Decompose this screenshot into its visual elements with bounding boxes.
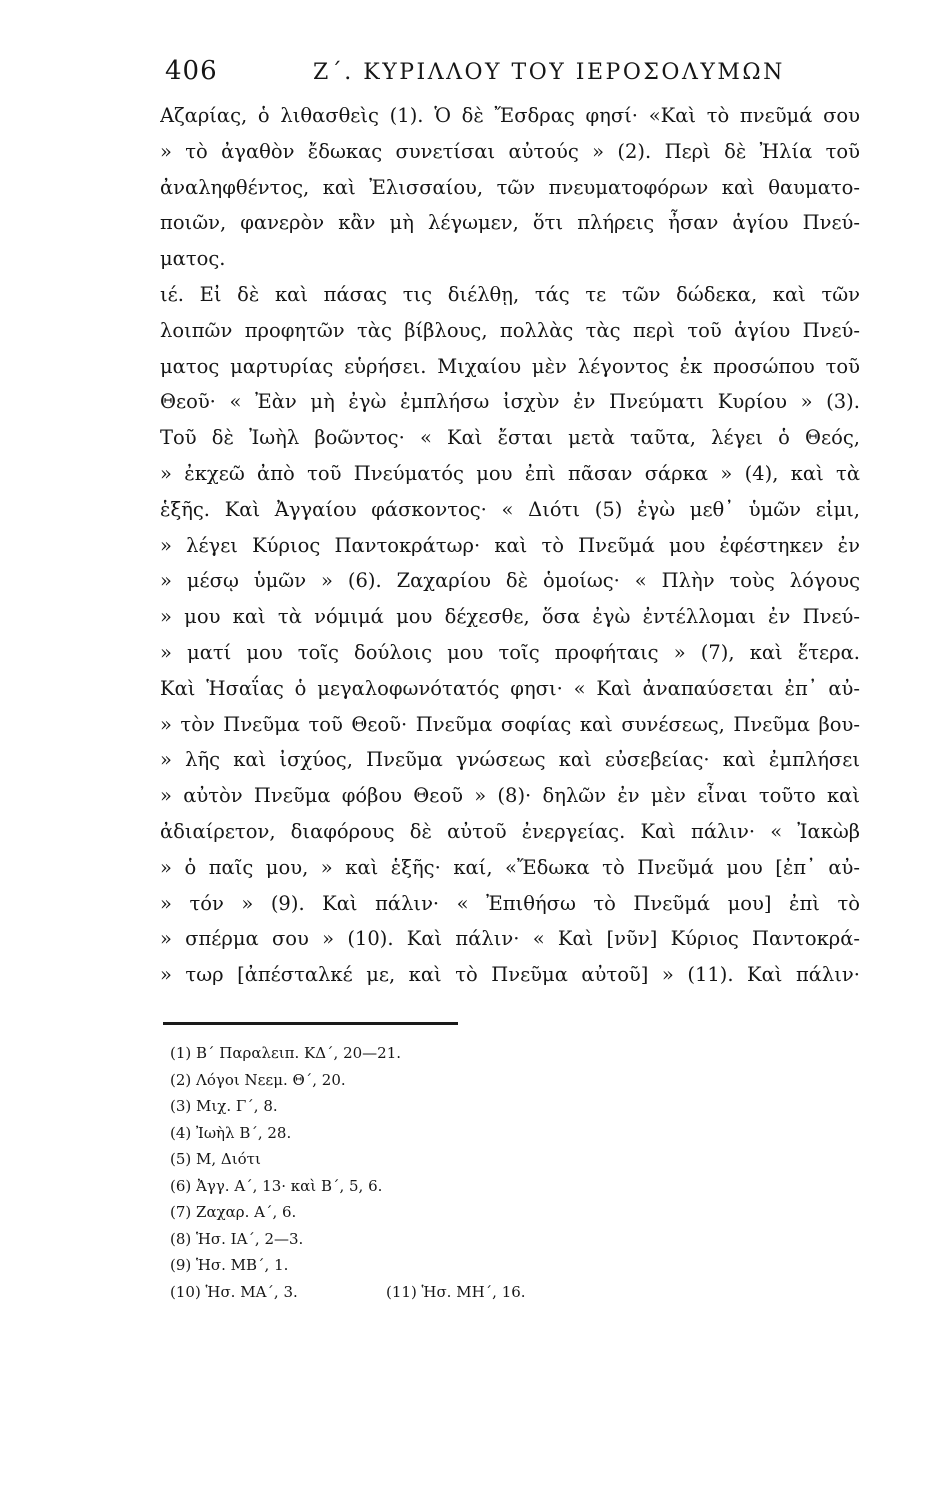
text-line: » μου καὶ τὰ νόμιμά μου δέχεσθε, ὅσα ἐγὼ ἐντέλλομαι ἐν Πνεύ-: [160, 605, 860, 629]
text-line: λοιπῶν προφητῶν τὰς βίβλους, πολλὰς τὰς περὶ τοῦ ἁγίου Πνεύ-: [160, 318, 860, 342]
text-line: » τὸ ἀγαθὸν ἔδωκας συνετίσαι αὐτούς » (2). Περὶ δὲ Ἠλία τοῦ: [160, 139, 860, 163]
text-line: » λέγει Κύριος Παντοκράτωρ· καὶ τὸ Πνεῦμά μου ἐφέστηκεν ἐν: [160, 533, 860, 557]
text-line: Καὶ Ἡσαΐας ὁ μεγαλοφωνότατός φησι· « Καὶ ἀναπαύσεται ἐπ᾽ αὐ-: [160, 676, 860, 700]
text-line: » σπέρμα σου » (10). Καὶ πάλιν· « Καὶ [νῦν] Κύριος Παντοκρά-: [160, 927, 860, 951]
running-head: Ζ΄. ΚΥΡΙΛΛΟΥ ΤΟΥ ΙΕΡΟΣΟΛΥΜΩΝ: [313, 60, 785, 85]
main-text: [160, 98, 860, 993]
text-line: Τοῦ δὲ Ἰωὴλ βοῶντος· « Καὶ ἔσται μετὰ ταῦτα, λέγει ὁ Θεός,: [160, 426, 860, 450]
text-line: ματος.: [160, 247, 226, 271]
footnote: (2) Λόγοι Νεεμ. Θ΄, 20.: [170, 1070, 346, 1089]
text-line: » τὸν Πνεῦμα τοῦ Θεοῦ· Πνεῦμα σοφίας καὶ συνέσεως, Πνεῦμα βου-: [160, 712, 860, 736]
footnote: (3) Μιχ. Γ΄, 8.: [170, 1097, 278, 1115]
text-line: ιέ. Εἰ δὲ καὶ πάσας τις διέλθῃ, τάς τε τῶν δώδεκα, καὶ τῶν: [160, 282, 860, 306]
text-line: » λῆς καὶ ἰσχύος, Πνεῦμα γνώσεως καὶ εὐσεβείας· καὶ ἐμπλήσει: [160, 748, 860, 772]
footnote-row: [170, 1279, 650, 1306]
footnote: (8) Ἡσ. ΙΑ΄, 2—3.: [170, 1229, 304, 1248]
text-line: ματος μαρτυρίας εὑρήσει. Μιχαίου μὲν λέγοντος ἐκ προσώπου τοῦ: [160, 354, 860, 378]
footnote: (6) Ἀγγ. Α΄, 13· καὶ Β΄, 5, 6.: [170, 1176, 383, 1195]
text-line: ἀναληφθέντος, καὶ Ἐλισσαίου, τῶν πνευματοφόρων καὶ θαυματο-: [160, 175, 860, 199]
footnote: (4) Ἰωὴλ Β΄, 28.: [170, 1123, 292, 1142]
text-line: » ὁ παῖς μου, » καὶ ἑξῆς· καί, «Ἔδωκα τὸ Πνεῦμά μου [ἐπ᾽ αὐ-: [160, 855, 860, 879]
text-line: ἀδιαίρετον, διαφόρους δὲ αὐτοῦ ἐνεργείας. Καὶ πάλιν· « Ἰακὼβ: [160, 819, 860, 843]
footnote-divider: [163, 1022, 458, 1025]
footnotes: [170, 1040, 650, 1305]
text-line: » ἐκχεῶ ἀπὸ τοῦ Πνεύματός μου ἐπὶ πᾶσαν σάρκα » (4), καὶ τὰ: [160, 461, 860, 485]
text-line: » αὐτὸν Πνεῦμα φόβου Θεοῦ » (8)· δηλῶν ἐν μὲν εἶναι τοῦτο καὶ: [160, 784, 860, 808]
text-line: » τωρ [ἀπέσταλκέ με, καὶ τὸ Πνεῦμα αὐτοῦ] » (11). Καὶ πάλιν·: [160, 963, 860, 987]
page-number: 406: [165, 56, 218, 86]
text-line: » μέσῳ ὑμῶν » (6). Ζαχαρίου δὲ ὁμοίως· « Πλὴν τοὺς λόγους: [160, 569, 860, 593]
text-line: Αζαρίας, ὁ λιθασθεὶς (1). Ὁ δὲ Ἔσδρας φησί· «Καὶ τὸ πνεῦμά σου: [160, 104, 860, 127]
footnote: (7) Ζαχαρ. Α΄, 6.: [170, 1203, 297, 1221]
footnote: (5) Μ, Διότι: [170, 1150, 261, 1168]
footnote: (1) Β΄ Παραλειπ. ΚΔ΄, 20—21.: [170, 1044, 402, 1062]
text-line: ἑξῆς. Καὶ Ἀγγαίου φάσκοντος· « Διότι (5) ἐγὼ μεθ᾽ ὑμῶν εἰμι,: [160, 497, 860, 521]
text-line: Θεοῦ· « Ἐὰν μὴ ἐγὼ ἐμπλήσω ἰσχὺν ἐν Πνεύματι Κυρίου » (3).: [160, 390, 860, 414]
footnote: (11) Ἡσ. ΜΗ΄, 16.: [386, 1282, 526, 1301]
footnote: (9) Ἡσ. ΜΒ΄, 1.: [170, 1256, 289, 1274]
footnote: (10) Ἡσ. ΜΑ΄, 3.: [170, 1282, 298, 1301]
text-line: ποιῶν, φανερὸν κἂν μὴ λέγωμεν, ὅτι πλήρεις ἦσαν ἁγίου Πνεύ-: [160, 211, 860, 235]
text-line: » ματί μου τοῖς δούλοις μου τοῖς προφήταις » (7), καὶ ἕτερα.: [160, 640, 860, 664]
text-line: » τόν » (9). Καὶ πάλιν· « Ἐπιθήσω τὸ Πνεῦμά μου] ἐπὶ τὸ: [160, 891, 860, 915]
page-header: [165, 56, 865, 92]
